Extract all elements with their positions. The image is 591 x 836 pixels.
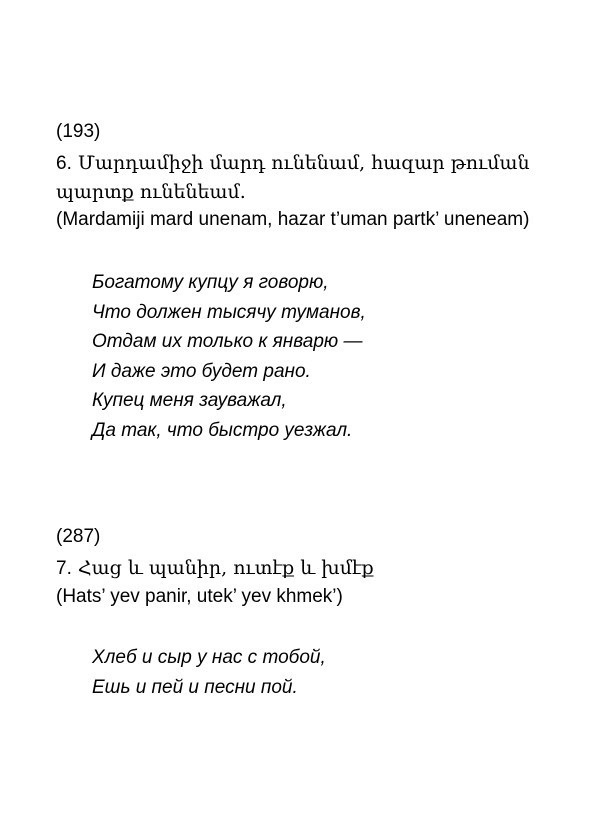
poem-line: Да так, что быстро уезжал. xyxy=(92,419,353,441)
proverb-entry xyxy=(56,526,556,702)
armenian-text: Հաց և պանիր, ուտէք և խմէք xyxy=(77,557,374,579)
poem-line: Отдам их только к январю — xyxy=(92,331,363,352)
translation-poem xyxy=(92,643,556,702)
armenian-proverb xyxy=(56,149,556,206)
proverb-entry xyxy=(56,121,556,445)
poem-line: Ешь и пей и песни пой. xyxy=(92,676,298,698)
poem-line: Богатому купцу я говорю, xyxy=(92,272,329,293)
poem-line: Что должен тысячу туманов, xyxy=(92,301,366,323)
translation-poem xyxy=(92,268,556,445)
armenian-text: Մարդամիջի մարդ ունենամ, հազար թուման պարտք ունենեամ. xyxy=(56,152,530,203)
poem-line: Купец меня зауважал, xyxy=(92,390,287,411)
source-number: (287) xyxy=(56,526,101,547)
poem-line: Хлеб и сыр у нас с тобой, xyxy=(92,647,326,668)
proverb-label: 6. xyxy=(56,153,72,174)
transliteration: (Mardamiji mard unenam, hazar t’uman partk’ uneneam) xyxy=(56,209,530,230)
armenian-proverb xyxy=(56,554,556,583)
source-number: (193) xyxy=(56,121,101,142)
transliteration: (Hats’ yev panir, utek’ yev khmek’) xyxy=(56,586,343,607)
proverb-label: 7. xyxy=(56,558,72,579)
poem-line: И даже это будет рано. xyxy=(92,360,311,382)
